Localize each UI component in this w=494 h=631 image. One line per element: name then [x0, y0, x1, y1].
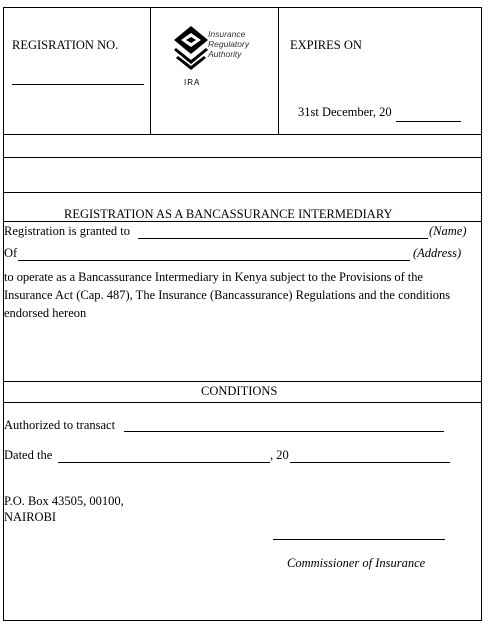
logo-text-line-1: Insurance: [208, 29, 246, 39]
dated-year-line: [290, 462, 450, 463]
logo-abbr: IRA: [184, 78, 201, 87]
name-hint: (Name): [429, 224, 467, 238]
signatory-title: Commissioner of Insurance: [287, 556, 426, 570]
header-bottom-rule: [3, 134, 482, 135]
body-text-line-3: endorsed hereon: [4, 306, 87, 320]
po-box-line: P.O. Box 43505, 00100,: [4, 494, 124, 508]
certificate-title: REGISTRATION AS A BANCASSURANCE INTERMEDIARY: [64, 207, 393, 221]
city-line: NAIROBI: [4, 510, 57, 524]
dated-year-label: , 20: [270, 448, 289, 462]
registration-no-label: REGISRATION NO.: [12, 38, 119, 52]
logo-text-line-2: Regulatory: [208, 39, 250, 49]
authorized-line: [124, 431, 444, 432]
conditions-bottom-rule: [3, 402, 482, 403]
conditions-top-rule: [3, 381, 482, 382]
conditions-title: CONDITIONS: [201, 384, 278, 398]
ira-logo-mark-icon: [174, 26, 208, 70]
signature-line: [273, 539, 445, 540]
dated-line: [58, 462, 270, 463]
expires-on-label: EXPIRES ON: [290, 38, 362, 52]
address-line: [18, 260, 410, 261]
blank-row-rule-2: [3, 192, 482, 193]
logo-text-line-3: Authority: [208, 49, 242, 59]
of-label: Of: [4, 246, 18, 260]
blank-row-rule-1: [3, 157, 482, 158]
expires-on-value: 31st December, 20: [298, 105, 392, 119]
registration-no-line: [12, 84, 144, 85]
address-hint: (Address): [413, 246, 462, 260]
granted-to-label: Registration is granted to: [4, 224, 131, 238]
expires-year-line: [396, 121, 461, 122]
ira-logo: [170, 26, 280, 92]
name-line: [138, 238, 428, 239]
dated-label: Dated the: [4, 448, 53, 462]
header-divider-left: [150, 7, 151, 134]
body-text-line-2: Insurance Act (Cap. 487), The Insurance (Bancassurance) Regulations and the conditions: [4, 288, 451, 302]
authorized-label: Authorized to transact: [4, 418, 116, 432]
body-text-line-1: to operate as a Bancassurance Intermediary in Kenya subject to the Provisions of the: [4, 270, 423, 284]
